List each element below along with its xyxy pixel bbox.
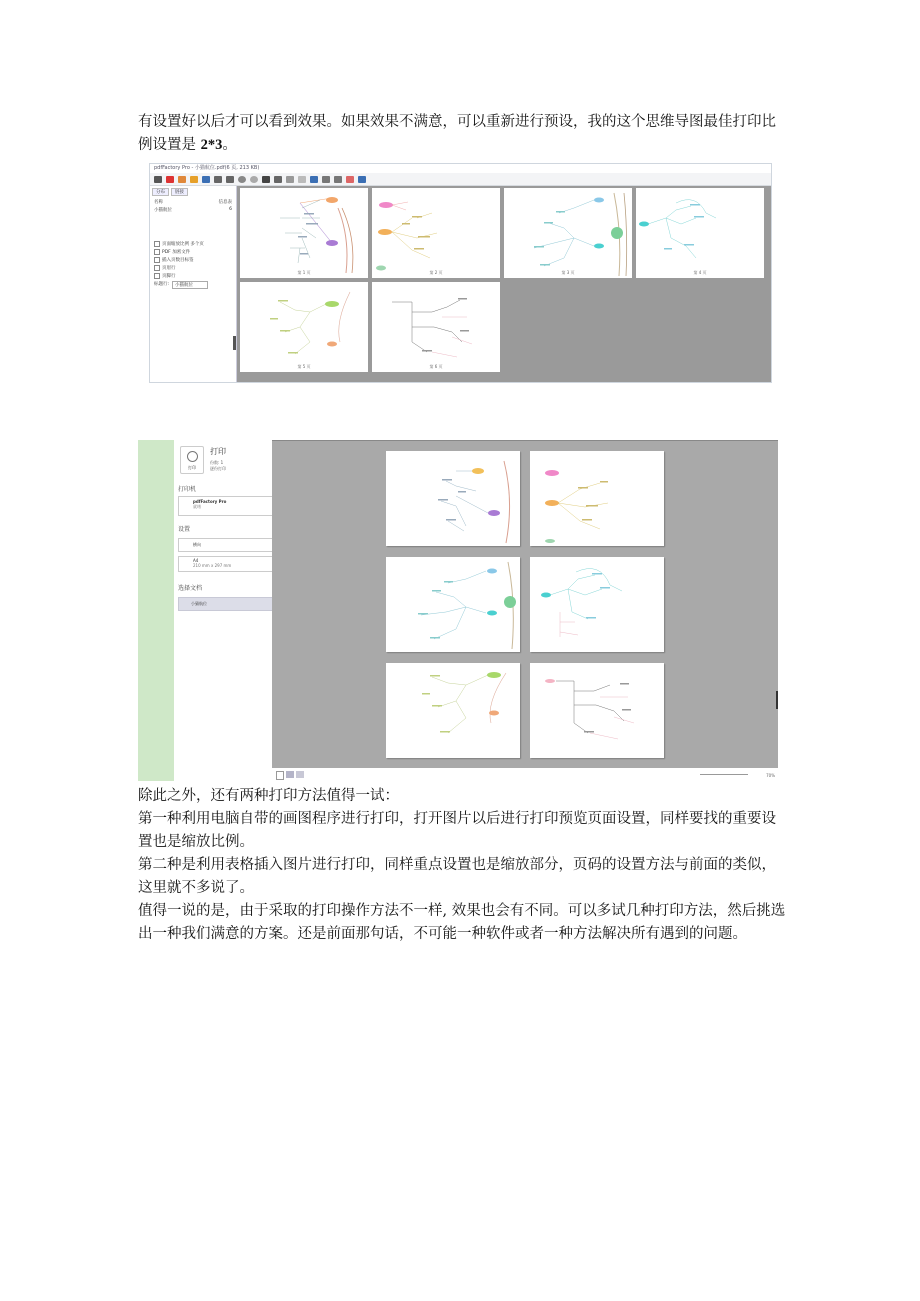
back-icon[interactable] [214,176,222,183]
mindmap-preview [386,663,520,758]
document-name: 小猫航位 [191,601,207,606]
intro-text: 有设置好以后才可以看到效果。如果效果不满意，可以重新进行预设，我的这个思维导图最佳打印比例设置是 [138,114,776,153]
left-panel [150,186,237,382]
page-caption: 第 2 页 [429,270,443,275]
paragraph-method-two: 第二种是利用表格插入图片进行打印，同样重点设置也是缩放部分，页码的设置方法与前面的类似，这里就不多说了。 [138,857,776,896]
mindmap-preview [386,451,520,546]
text-icon[interactable] [310,176,318,183]
mindmap-thumb [240,282,368,372]
printer-header: 打印机 [178,486,197,493]
info-key: 名称 [154,200,163,205]
paper-dims: 210 mm x 297 mm [193,563,232,568]
collate-checkbox[interactable]: 逐份打印 [210,466,226,471]
info-value: 6 [229,207,232,212]
page-thumb[interactable] [372,282,500,372]
preview-page [386,557,520,652]
paper-size: A4 [193,558,199,563]
page-caption: 第 1 页 [297,270,311,275]
panel-scrollbar[interactable] [233,336,236,350]
preview-page [530,557,664,652]
title-field-label: 标题行: [154,282,170,287]
option-checkbox[interactable]: 页面缩放比例 多个页 [150,240,236,248]
paragraph-method-one: 第一种利用电脑自带的画图程序进行打印，打开图片以后进行打印预览页面设置，同样要找的重要设置也是缩放比例。 [138,811,776,850]
page-thumb[interactable] [636,188,764,278]
mindmap-preview [530,557,664,652]
print-dialog-screenshot [138,440,778,781]
mindmap-thumb [372,188,500,278]
grid-icon[interactable] [262,176,270,183]
forward-icon[interactable] [226,176,234,183]
settings-icon[interactable] [346,176,354,183]
tab-links[interactable]: 链接 [171,188,188,196]
mindmap-preview [386,557,520,652]
paragraph-conclusion: 值得一说的是，由于采取的打印操作方法不一样, 效果也会有不同。可以多试几种打印方法，然后挑选出一种我们满意的方案。还是前面那句话，不可能一种软件或者一种方法解决所有遇到的问题。 [138,903,786,942]
undo-icon[interactable] [286,176,294,183]
refresh-icon[interactable] [334,176,342,183]
info-value: 信息表 [218,200,232,205]
page-caption: 第 3 页 [561,270,575,275]
zoom-out-icon[interactable] [250,176,258,183]
preview-page [530,451,664,546]
page-caption: 第 6 页 [429,364,443,369]
panel-tabs [150,186,236,198]
page-thumb[interactable] [372,188,500,278]
preview-page [530,663,664,758]
mindmap-thumb [372,282,500,372]
info-row [150,206,236,214]
print-button[interactable] [180,446,204,474]
select-document-header: 选择文档 [178,585,203,592]
option-checkbox[interactable]: 页眉行 [150,264,236,272]
title-field-input[interactable]: 小猫航位 [172,281,208,289]
page-thumb[interactable] [504,188,632,278]
paragraph-alternatives: 除此之外，还有两种打印方法值得一试： [138,788,399,804]
mindmap-preview [530,451,664,546]
page-caption: 第 5 页 [297,364,311,369]
copies-field[interactable] [210,460,226,472]
fit-icon[interactable] [274,176,282,183]
mindmap-preview [530,663,664,758]
info-key: 小猫航位 [154,208,172,213]
info-row [150,198,236,206]
email-icon[interactable] [178,176,186,183]
zoom-in-icon[interactable] [238,176,246,183]
intro-text-end: 。 [222,137,237,153]
select-icon[interactable] [322,176,330,183]
page-thumb[interactable] [240,282,368,372]
grid-page-icon[interactable] [296,771,304,778]
single-page-icon[interactable] [276,771,284,780]
preview-page [386,451,520,546]
print-button-label: 打印 [188,465,196,470]
pdf-icon[interactable] [166,176,174,183]
mindmap-thumb [636,188,764,278]
preview-area [237,186,771,382]
printer-name: pdfFactory Pro [193,499,227,504]
print-title: 打印 [210,447,226,456]
tab-distribute[interactable]: 分布 [152,188,169,196]
printer-icon [187,451,198,462]
toolbar [150,173,771,186]
title-field-row [150,280,236,290]
zoom-slider[interactable] [700,774,748,775]
printer-status: 就绪 [193,504,201,509]
print-preview-area [272,440,778,781]
preview-page [386,663,520,758]
zoom-level: 70% [766,773,775,778]
redo-icon[interactable] [298,176,306,183]
option-checkbox[interactable]: PDF 加密文件 [150,248,236,256]
pdffactory-screenshot [149,163,772,383]
option-checkbox[interactable]: 页脚行 [150,272,236,280]
page-caption: 第 4 页 [693,270,707,275]
preview-scrollbar[interactable] [776,691,778,709]
orientation-value: 横向 [193,542,201,547]
copies-label: 份数: 1 [210,460,224,465]
option-checkbox[interactable]: 插入页数目标签 [150,256,236,264]
save-icon[interactable] [190,176,198,183]
intro-bold-ratio: 2*3 [200,137,223,153]
mindmap-thumb [504,188,632,278]
menu-icon[interactable] [154,176,162,183]
window-title: pdfFactory Pro - 小猫航位.pdf(6 页, 213 KB) [150,164,771,173]
sidebar-green-strip [138,440,174,781]
mindmap-thumb [240,188,368,278]
paragraph-intro [138,111,788,157]
settings-header: 设置 [178,526,191,533]
page-thumb[interactable] [240,188,368,278]
multi-page-icon[interactable] [286,771,294,778]
print-icon[interactable] [202,176,210,183]
help-icon[interactable] [358,176,366,183]
preview-statusbar [272,768,778,781]
